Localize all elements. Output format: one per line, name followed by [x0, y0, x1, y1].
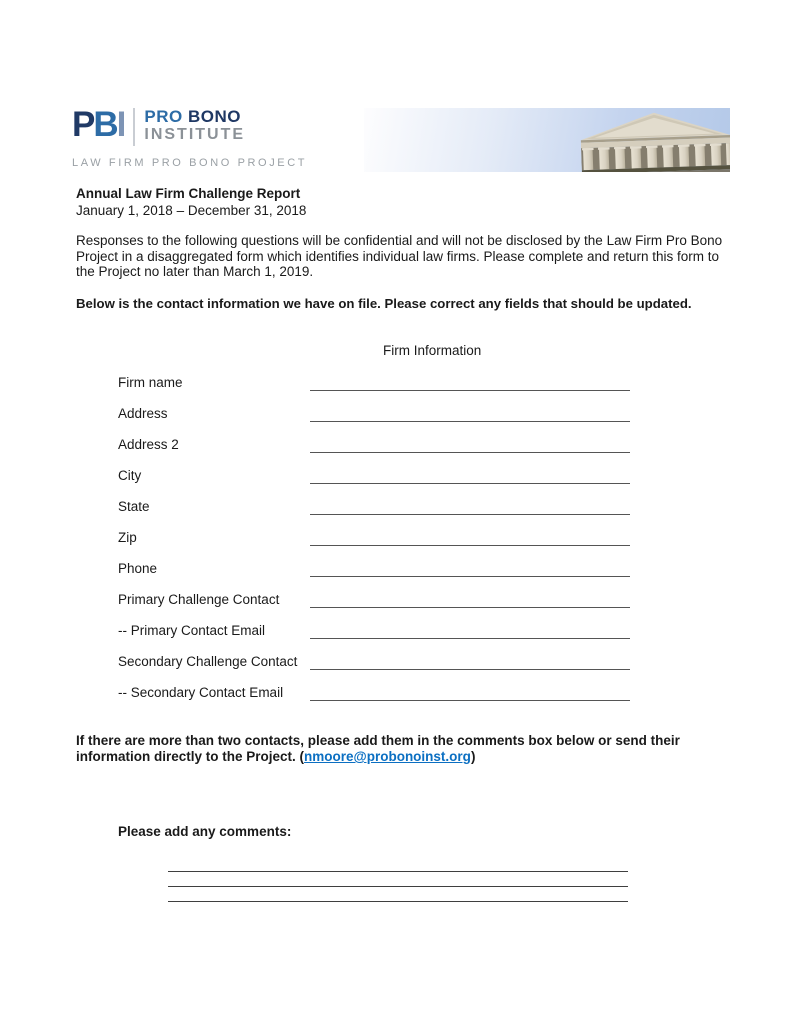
logo-letter-b: B — [93, 105, 117, 144]
form-row-address — [118, 391, 630, 422]
header-banner-image — [364, 108, 730, 172]
form-row-firm-name — [118, 360, 630, 391]
form-row-state — [118, 484, 630, 515]
additional-contacts-note — [76, 733, 724, 765]
pbi-logo — [72, 106, 307, 169]
logo-wordmark — [144, 106, 245, 144]
contact-update-instruction: Below is the contact information we have on file. Please correct any fields that should be updated. — [76, 296, 692, 311]
logo-letter-p: P — [72, 105, 94, 144]
primary-contact-blank[interactable] — [310, 591, 630, 608]
form-row-secondary-email — [118, 670, 630, 701]
logo-tagline: LAW FIRM PRO BONO PROJECT — [72, 157, 308, 169]
firm-information-form — [118, 360, 630, 701]
primary-email-blank[interactable] — [310, 622, 630, 639]
comment-line-2[interactable] — [168, 872, 628, 887]
secondary-contact-label: Secondary Challenge Contact — [118, 654, 298, 669]
address2-label: Address 2 — [118, 437, 179, 452]
contacts-note-text-after: ) — [470, 749, 476, 764]
phone-label: Phone — [118, 561, 158, 576]
form-row-secondary-contact — [118, 639, 630, 670]
state-label: State — [118, 499, 150, 514]
firm-name-blank[interactable] — [310, 374, 630, 391]
firm-name-label: Firm name — [118, 375, 183, 390]
contacts-note-text-before: If there are more than two contacts, please add them in the comments box below or send their information directly to the Project. ( — [76, 733, 680, 764]
primary-contact-label: Primary Challenge Contact — [118, 592, 280, 607]
logo-letter-i: I — [116, 105, 125, 144]
secondary-email-label: -- Secondary Contact Email — [118, 685, 284, 700]
logo-pro-text: PRO — [144, 107, 183, 126]
secondary-contact-blank[interactable] — [310, 653, 630, 670]
comment-line-3[interactable] — [168, 887, 628, 902]
form-row-phone — [118, 546, 630, 577]
confidentiality-paragraph: Responses to the following questions will be confidential and will not be disclosed by the Law Firm Pro Bono Project in a disaggregated form which identifies individual law firms. Please complete and return this form to the Project no later than March 1, 2019. — [76, 233, 723, 279]
supreme-court-building-icon — [580, 108, 730, 172]
address2-blank[interactable] — [310, 436, 630, 453]
pbi-monogram — [72, 106, 124, 144]
comments-box — [168, 857, 628, 902]
logo-bono-text: BONO — [187, 107, 241, 126]
address-blank[interactable] — [310, 405, 630, 422]
zip-blank[interactable] — [310, 529, 630, 546]
logo-divider — [133, 108, 135, 146]
address-label: Address — [118, 406, 168, 421]
comments-label: Please add any comments: — [118, 824, 292, 839]
primary-email-label: -- Primary Contact Email — [118, 623, 266, 638]
page-title: Annual Law Firm Challenge Report — [76, 186, 301, 201]
phone-blank[interactable] — [310, 560, 630, 577]
form-row-city — [118, 453, 630, 484]
form-row-primary-contact — [118, 577, 630, 608]
report-date-range: January 1, 2018 – December 31, 2018 — [76, 203, 307, 218]
form-row-zip — [118, 515, 630, 546]
form-row-address2 — [118, 422, 630, 453]
firm-information-heading: Firm Information — [383, 343, 482, 358]
city-blank[interactable] — [310, 467, 630, 484]
form-row-primary-email — [118, 608, 630, 639]
secondary-email-blank[interactable] — [310, 684, 630, 701]
state-blank[interactable] — [310, 498, 630, 515]
comment-line-1[interactable] — [168, 857, 628, 872]
zip-label: Zip — [118, 530, 137, 545]
email-link[interactable]: nmoore@probonoinst.org — [304, 749, 471, 764]
city-label: City — [118, 468, 142, 483]
logo-institute-text: INSTITUTE — [144, 126, 246, 143]
